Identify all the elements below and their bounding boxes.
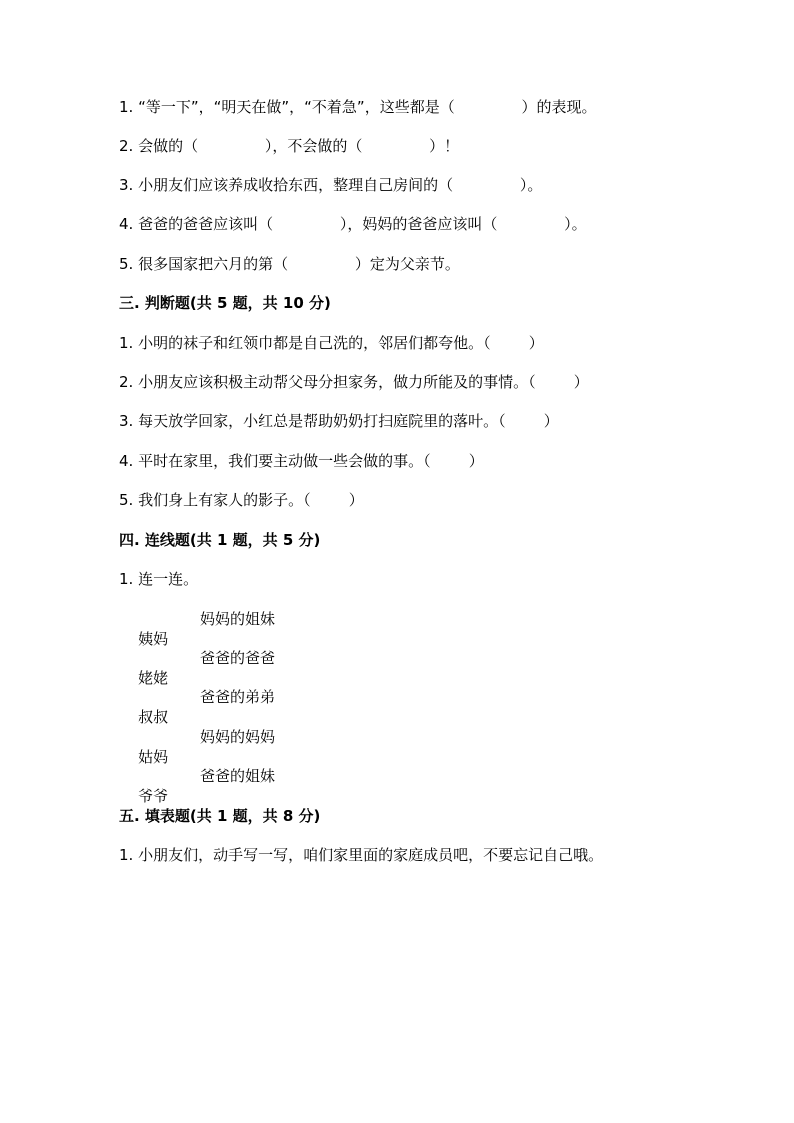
section-heading-matching: 四. 连线题(共 1 题，共 5 分) bbox=[119, 531, 321, 549]
judgement-question-5: 5. 我们身上有家人的影子。（ ） bbox=[119, 491, 364, 509]
matching-right-term: 爸爸的爸爸 bbox=[200, 649, 276, 667]
fill-question-2: 2. 会做的（ ），不会做的（ ）！ bbox=[119, 137, 460, 155]
matching-right-term: 妈妈的妈妈 bbox=[200, 728, 276, 746]
judgement-question-3: 3. 每天放学回家，小红总是帮助奶奶打扫庭院里的落叶。（ ） bbox=[119, 412, 559, 430]
matching-question: 1. 连一连。 bbox=[119, 570, 199, 588]
judgement-question-4: 4. 平时在家里，我们要主动做一些会做的事。（ ） bbox=[119, 452, 484, 470]
fill-question-4: 4. 爸爸的爸爸应该叫（ ），妈妈的爸爸应该叫（ ）。 bbox=[119, 215, 587, 233]
fill-question-1: 1. “等一下”，“明天在做”，“不着急”，这些都是（ ）的表现。 bbox=[119, 98, 597, 116]
matching-left-term: 叔叔 bbox=[138, 708, 169, 726]
judgement-question-2: 2. 小朋友应该积极主动帮父母分担家务，做力所能及的事情。（ ） bbox=[119, 373, 589, 391]
matching-left-term: 姥姥 bbox=[138, 669, 169, 687]
matching-left-term: 姨妈 bbox=[138, 630, 169, 648]
section-heading-table: 五. 填表题(共 1 题，共 8 分) bbox=[119, 807, 321, 825]
table-question: 1. 小朋友们，动手写一写，咱们家里面的家庭成员吧，不要忘记自己哦。 bbox=[119, 846, 604, 864]
matching-left-term: 爷爷 bbox=[138, 787, 169, 805]
matching-right-term: 爸爸的弟弟 bbox=[200, 688, 276, 706]
matching-right-term: 爸爸的姐妹 bbox=[200, 767, 276, 785]
matching-left-term: 姑妈 bbox=[138, 748, 169, 766]
section-heading-judgement: 三. 判断题(共 5 题，共 10 分) bbox=[119, 294, 331, 312]
matching-right-term: 妈妈的姐妹 bbox=[200, 610, 276, 628]
fill-question-5: 5. 很多国家把六月的第（ ）定为父亲节。 bbox=[119, 255, 460, 273]
fill-question-3: 3. 小朋友们应该养成收拾东西，整理自己房间的（ ）。 bbox=[119, 176, 543, 194]
judgement-question-1: 1. 小明的袜子和红领巾都是自己洗的，邻居们都夸他。（ ） bbox=[119, 334, 544, 352]
